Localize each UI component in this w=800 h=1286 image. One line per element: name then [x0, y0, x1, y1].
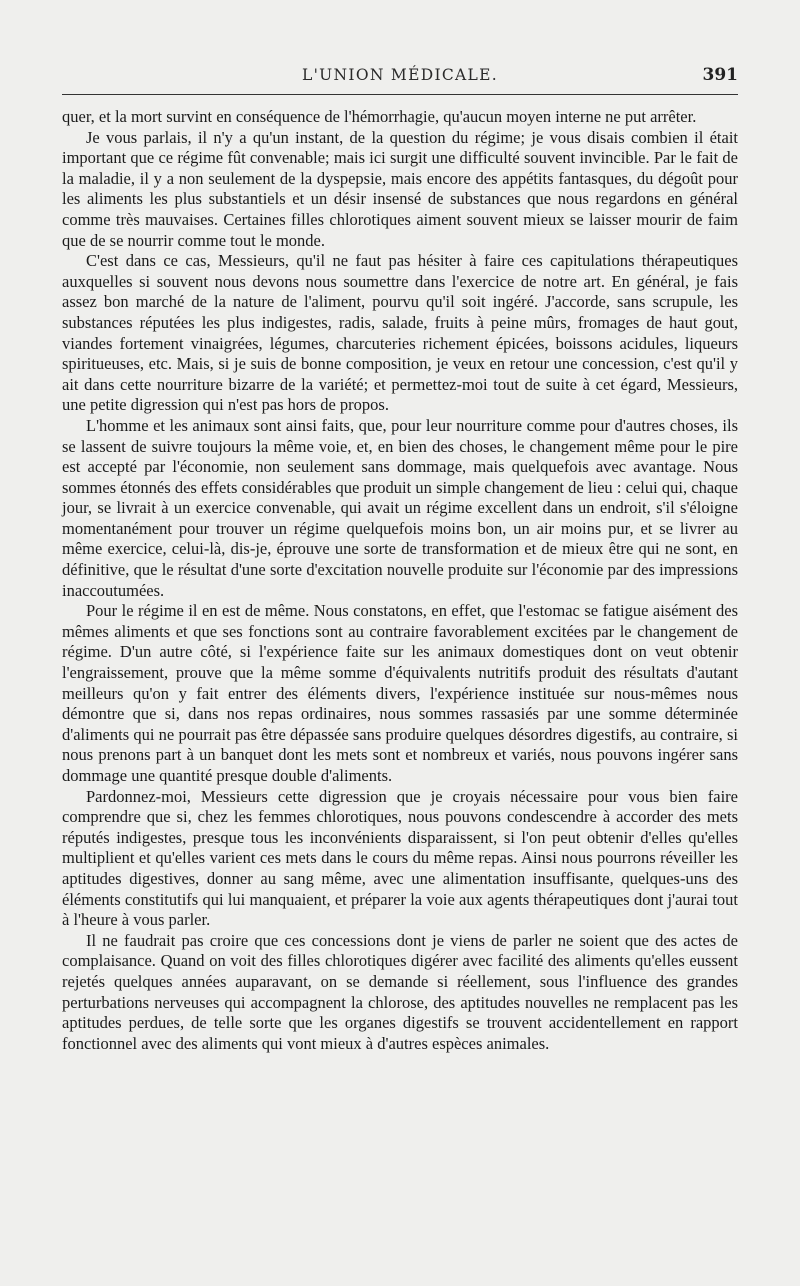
paragraph: Pardonnez-moi, Messieurs cette digression que je croyais nécessaire pour vous bien faire comprendre que si, chez les femmes chlorotiques, nous pouvons condescendre à accorder des mets réputés indigestes, presque tous les inconvénients disparaissent, si l'on peut obtenir d'elles qu'elles multiplient et qu'elles varient ces mets dans le cours du même repas. Ainsi nous pourrons réveiller les aptitudes digestives, donner au sang même, avec une alimentation insuffisante, quelques-uns des éléments constitutifs qui lui manquaient, et préparer la voie aux agents thérapeutiques dont j'aurai tout à l'heure à vous parler.	[62, 786, 738, 930]
paragraph: C'est dans ce cas, Messieurs, qu'il ne faut pas hésiter à faire ces capitulations thérapeutiques auxquelles si souvent nous devons nous soumettre dans l'exercice de notre art. En général, je fais assez bon marché de la nature de l'aliment, pourvu qu'il soit ingéré. J'accorde, sans scrupule, les substances réputées les plus indigestes, radis, salade, fruits à peine mûrs, fromages de haut gout, viandes fortement vinaigrées, légumes, charcuteries richement épicées, boissons acidules, liqueurs spiritueuses, etc. Mais, si je suis de bonne composition, je veux en retour une concession, c'est qu'il y ait dans cette nourriture bizarre de la variété; et permettez-moi tout de suite à cet égard, Messieurs, une petite digression qui n'est pas hors de propos.	[62, 251, 738, 415]
paragraph: Il ne faudrait pas croire que ces concessions dont je viens de parler ne soient que des actes de complaisance. Quand on voit des filles chlorotiques digérer avec facilité des aliments qu'elles eussent rejetés quelques années auparavant, on se demande si réellement, sous l'influence des grandes perturbations nerveuses qui accompagnent la chlorose, des aptitudes nouvelles ne remplacent pas les aptitudes perdues, de telle sorte que les organes digestifs se trouvent accidentellement en rapport fonctionnel avec des aliments qui vont mieux à d'autres espèces animales.	[62, 930, 738, 1053]
paragraph: L'homme et les animaux sont ainsi faits, que, pour leur nourriture comme pour d'autres choses, ils se lassent de suivre toujours la même voie, et, en bien des choses, le changement même pour le pire est accepté par l'économie, non seulement sans dommage, mais quelquefois avec avantage. Nous sommes étonnés des effets considérables que produit un simple changement de lieu : celui qui, chaque jour, se livrait à un exercice convenable, qui avait un régime excellent dans un endroit, s'il s'éloigne momentanément pour trouver un régime quelquefois moins bon, un air moins pur, et se livrer au même exercice, celui-là, dis-je, éprouve une sorte de transformation et de mieux être qui ne sont, en définitive, que le résultat d'une sorte d'excitation nouvelle produite sur l'économie par des impressions inaccoutumées.	[62, 415, 738, 600]
paragraph: Pour le régime il en est de même. Nous constatons, en effet, que l'estomac se fatigue aisément des mêmes aliments et que ses fonctions sont au contraire favorablement excitées par le changement de régime. D'un autre côté, si l'expérience faite sur les animaux domestiques dont on veut obtenir l'engraissement, prouve que la même somme d'équivalents nutritifs produit des résultats d'autant meilleurs qu'on y fait entrer des éléments divers, l'expérience instituée sur nous-mêmes nous démontre que si, dans nos repas ordinaires, nous sommes rassasiés par une somme déterminée d'aliments qui ne pourrait pas être dépassée sans produire quelques désordres digestifs, au contraire, si nous prenons part à un banquet dont les mets sont et nombreux et variés, nous pouvons ingérer sans dommage une quantité presque double d'aliments.	[62, 601, 738, 785]
page-number: 391	[702, 65, 738, 85]
running-head	[62, 62, 738, 92]
article-body	[62, 107, 738, 1054]
paragraph-continuation: quer, et la mort survint en conséquence de l'hémorrhagie, qu'aucun moyen interne ne put arrêter.	[62, 107, 697, 126]
paragraph: Je vous parlais, il n'y a qu'un instant, de la question du régime; je vous disais combien il était important que ce régime fût convenable; mais ici surgit une difficulté souvent invincible. Par le fait de la maladie, il y a non seulement de la dyspepsie, mais encore des appétits fantasques, du dégoût pour les aliments les plus substantiels et un désir insensé de substances que nous regardons en général comme très mauvaises. Certaines filles chlorotiques aiment souvent mieux se laisser mourir de faim que de se nourrir comme tout le monde.	[62, 127, 738, 250]
header-rule	[62, 94, 738, 95]
journal-title: L'UNION MÉDICALE.	[302, 66, 498, 84]
